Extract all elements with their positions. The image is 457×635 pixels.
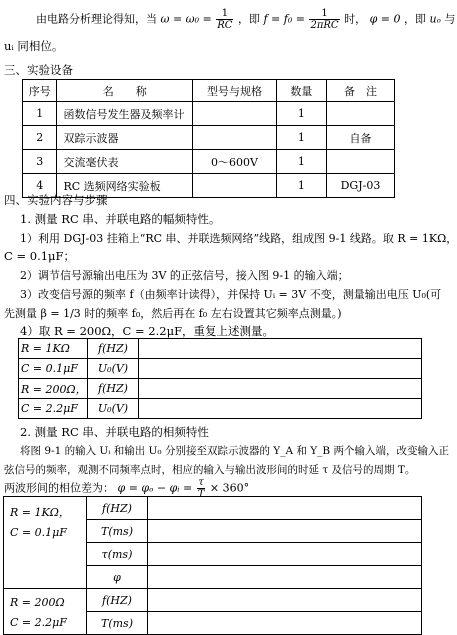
- cell-name: 函数信号发生器及频率计: [57, 102, 193, 126]
- measure-label: f(HZ): [88, 339, 139, 359]
- cell-quantity: 1: [276, 174, 326, 198]
- table-row: [4, 589, 422, 612]
- intro-text-a: 由电路分析理论得知，当: [36, 12, 157, 26]
- group-1-r: R = 1KΩ，: [10, 506, 70, 519]
- data-cell: [139, 359, 422, 379]
- fraction-1-over-rc: [216, 8, 233, 31]
- measure-label: τ(ms): [87, 543, 148, 566]
- group-2-c: C = 2.2μF: [10, 616, 67, 629]
- data-cell: [148, 520, 422, 543]
- intro-text-i: 与: [444, 12, 456, 26]
- intro-line-2: uᵢ 同相位。: [4, 39, 64, 53]
- f-eq: f = f₀ =: [263, 12, 305, 26]
- data-cell: [148, 497, 422, 520]
- param-label: R = 200Ω，: [19, 379, 88, 399]
- omega-eq: ω = ω₀ =: [160, 12, 212, 26]
- data-cell: [139, 399, 422, 419]
- item-2-title: 2. 测量 RC 串、并联电路的相频特性: [20, 425, 209, 439]
- table-row: [19, 399, 422, 419]
- para-2-line-a: 将图 9-1 的输入 Uᵢ 和输出 U₀ 分别接至双踪示波器的 Y_A 和 Y_B 两个输入端，改变输入正: [20, 445, 449, 457]
- equipment-table: [22, 79, 395, 198]
- data-cell: [148, 543, 422, 566]
- table-row: [19, 339, 422, 359]
- section-4-heading: 四、实验内容与步骤: [4, 193, 108, 207]
- phase-diff-formula: φ = φₒ − φᵢ =: [117, 481, 193, 495]
- u-out: uₒ: [429, 12, 441, 26]
- data-cell: [148, 566, 422, 589]
- phi-eq: φ = 0: [369, 12, 401, 26]
- table-row: [23, 150, 395, 174]
- header-index: 序号: [23, 80, 57, 102]
- cell-index: 4: [23, 174, 57, 198]
- cell-remarks: 自备: [326, 126, 394, 150]
- measure-label: U₀(V): [88, 399, 139, 419]
- data-cell: [148, 612, 422, 635]
- measure-label: f(HZ): [88, 379, 139, 399]
- measure-label: U₀(V): [88, 359, 139, 379]
- intro-text-c: ，即: [237, 12, 260, 26]
- intro-text-g: ，即: [404, 12, 426, 26]
- cell-model: [193, 102, 277, 126]
- cell-quantity: 1: [276, 126, 326, 150]
- header-remarks: 备 注: [326, 80, 394, 102]
- cell-remarks: [326, 102, 394, 126]
- table-row: [19, 359, 422, 379]
- table-row: [23, 126, 395, 150]
- step-3-line-b: 先测量 β = 1/3 时的频率 f₀，然后再在 f₀ 左右设置其它频率点测量。): [4, 307, 342, 320]
- para-2-line-b: 弦信号的频率，观测不同频率点时，相应的输入与输出波形间的时延 τ 及信号的周期 T。: [4, 464, 416, 476]
- fraction-1-over-2pirc: [309, 8, 339, 31]
- fraction-denominator: 2πRC: [310, 20, 339, 31]
- step-1-line-b: C = 0.1μF；: [4, 249, 75, 263]
- intro-text-e: 时，: [344, 12, 367, 26]
- data-cell: [139, 379, 422, 399]
- cell-index: 1: [23, 102, 57, 126]
- cell-index: 2: [23, 126, 57, 150]
- table-row: [19, 379, 422, 399]
- phase-diff-label: 两波形间的相位差为：: [4, 481, 114, 495]
- param-label: C = 2.2μF: [19, 399, 88, 419]
- data-cell: [148, 589, 422, 612]
- measure-label: f(HZ): [87, 497, 148, 520]
- header-quantity: 数量: [276, 80, 326, 102]
- group-2-label: [4, 589, 87, 635]
- measure-label: f(HZ): [87, 589, 148, 612]
- cell-name: 交流毫伏表: [57, 150, 193, 174]
- step-1-line-a: 1）利用 DGJ-03 挂箱上“RC 串、并联选频网络”线路，组成图 9-1 线路。取 R = 1KΩ，: [20, 232, 457, 245]
- group-1-label: [4, 497, 87, 589]
- cell-name: 双踪示波器: [57, 126, 193, 150]
- amplitude-table: [18, 338, 422, 419]
- param-label: R = 1KΩ: [19, 339, 88, 359]
- cell-index: 3: [23, 150, 57, 174]
- cell-model: [193, 126, 277, 150]
- step-2: 2）调节信号源输出电压为 3V 的正弦信号，接入图 9-1 的输入端；: [20, 269, 349, 282]
- cell-remarks: [326, 150, 394, 174]
- param-label: C = 0.1μF: [19, 359, 88, 379]
- cell-name: RC 选频网络实验板: [57, 174, 193, 198]
- cell-quantity: 1: [276, 150, 326, 174]
- item-1-title: 1. 测量 RC 串、并联电路的幅频特性。: [20, 212, 221, 226]
- header-name: 名 称: [57, 80, 193, 102]
- step-3-line-a: 3）改变信号源的频率 f（由频率计读得），并保持 Uᵢ = 3V 不变，测量输出电压 U₀(可: [20, 288, 442, 301]
- group-1-c: C = 0.1μF: [10, 526, 67, 539]
- cell-model: [193, 174, 277, 198]
- cell-remarks: DGJ-03: [326, 174, 394, 198]
- fraction-denominator: RC: [217, 20, 233, 31]
- measure-label: φ: [87, 566, 148, 589]
- section-3-heading: 三、实验设备: [4, 63, 73, 77]
- measure-label: T(ms): [87, 612, 148, 635]
- data-cell: [139, 339, 422, 359]
- phase-diff-times: × 360°: [209, 481, 250, 495]
- fraction-numerator: 1: [216, 8, 233, 20]
- measure-label: T(ms): [87, 520, 148, 543]
- fraction-numerator: 1: [309, 8, 339, 20]
- equipment-table-header: [23, 80, 395, 102]
- group-2-r: R = 200Ω: [10, 596, 65, 609]
- cell-quantity: 1: [276, 102, 326, 126]
- intro-line-1: [36, 8, 455, 31]
- table-row: [23, 102, 395, 126]
- header-model: 型号与规格: [193, 80, 277, 102]
- step-4: 4）取 R = 200Ω，C = 2.2μF，重复上述测量。: [20, 324, 275, 338]
- phase-table: [3, 496, 422, 635]
- fraction-numerator: τ: [198, 477, 204, 488]
- table-row: [4, 497, 422, 520]
- fraction-denominator: T: [197, 489, 205, 500]
- cell-model: 0～600V: [193, 150, 277, 174]
